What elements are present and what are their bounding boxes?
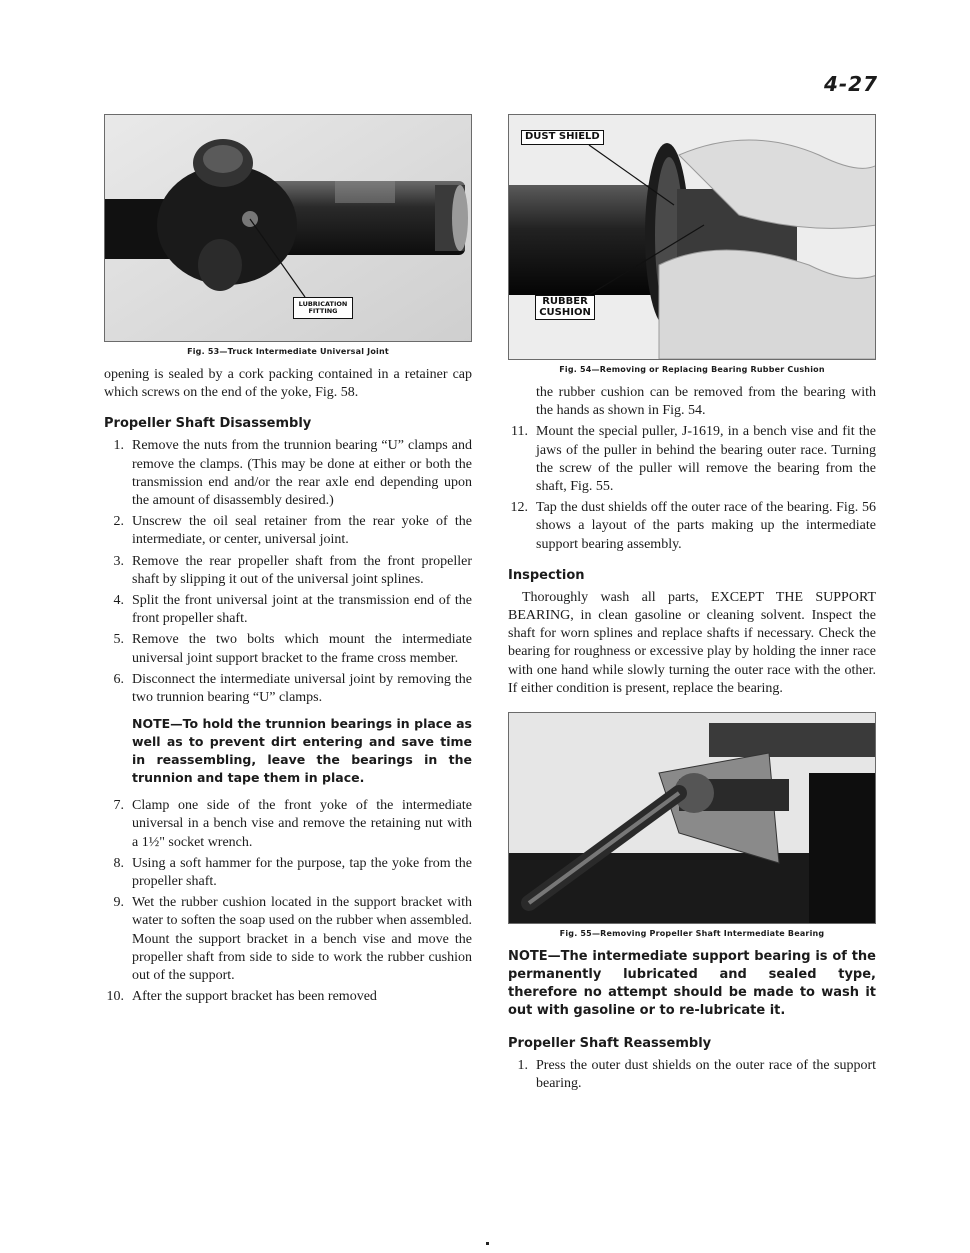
figure-55-photo — [508, 712, 876, 924]
disassembly-steps-b — [104, 797, 472, 1006]
step-item: 9. Wet the rubber cushion located in the support bracket with water to soften the soap used on the rubber when assembled. Mount the support bracket in a bench vise and move the propeller shaft from side to side to work the rubber cushion out of the support. — [113, 895, 472, 984]
right-column — [508, 114, 876, 1096]
bearing-note: NOTE—The intermediate support bearing is of the permanently lubricated and sealed type, therefore no attempt should be made to wash it out with gasoline or to re-lubricate it. — [508, 949, 876, 1019]
step-item: 10. After the support bracket has been removed — [106, 989, 377, 1005]
step-item: 1. Press the outer dust shields on the outer race of the support bearing. — [517, 1058, 876, 1092]
step-item: 5. Remove the two bolts which mount the intermediate universal joint support bracket to the frame cross member. — [113, 632, 472, 666]
intro-paragraph: opening is sealed by a cork packing contained in a retainer cap which screws on the end of the yoke, Fig. 58. — [104, 367, 472, 401]
page-mark — [486, 1242, 489, 1245]
page-number: 4-27 — [823, 72, 878, 96]
figure-54-caption: Fig. 54—Removing or Replacing Bearing Rubber Cushion — [559, 365, 825, 374]
bearing-puller-illustration — [509, 713, 876, 923]
inspection-paragraph: Thoroughly wash all parts, EXCEPT THE SUPPORT BEARING, in clean gasoline or cleaning solvent. Inspect the shaft for worn splines and replace shafts if necessary. Check the bearing for roughness or excessive play by holding the inner race with one hand while slowly turning the outer race with the other. If either condition is present, replace the bearing. — [508, 589, 876, 696]
left-column — [104, 114, 472, 1009]
universal-joint-illustration — [105, 115, 472, 341]
step-item: 2. Unscrew the oil seal retainer from the rear yoke of the intermediate, or center, universal joint. — [113, 514, 472, 548]
reassembly-heading: Propeller Shaft Reassembly — [508, 1036, 712, 1052]
step-item: 6. Disconnect the intermediate universal joint by removing the two trunnion bearing “U” clamps. — [113, 671, 472, 706]
figure-55-caption: Fig. 55—Removing Propeller Shaft Intermediate Bearing — [559, 929, 825, 939]
disassembly-steps-a — [104, 437, 472, 707]
bearing-cushion-illustration — [509, 115, 876, 359]
dust-shield-callout: DUST SHIELD — [521, 130, 604, 145]
step-item: 8. Using a soft hammer for the purpose, tap the yoke from the propeller shaft. — [113, 855, 472, 890]
reassembly-steps — [508, 1057, 876, 1093]
disassembly-steps-c — [508, 423, 876, 553]
figure-53-photo — [104, 114, 472, 342]
inspection-heading: Inspection — [508, 567, 585, 583]
figure-54-photo — [508, 114, 876, 360]
figure-53-caption: Fig. 53—Truck Intermediate Universal Joint — [187, 347, 389, 356]
rubber-cushion-callout: RUBBER CUSHION — [535, 295, 595, 320]
trunnion-note: NOTE—To hold the trunnion bearings in place as well as to prevent dirt entering and save time in reassembling, leave the bearings in the trunnion and tape them in place. — [132, 716, 472, 786]
step-item: 7. Clamp one side of the front yoke of the intermediate universal in a bench vise and remove the retaining nut with a 1½" socket wrench. — [113, 798, 472, 850]
lubrication-fitting-callout: LUBRICATION FITTING — [293, 297, 353, 319]
disassembly-heading: Propeller Shaft Disassembly — [104, 416, 312, 432]
step-item: 4. Split the front universal joint at the transmission end of the front propeller shaft. — [113, 593, 472, 627]
continued-paragraph: the rubber cushion can be removed from the bearing with the hands as shown in Fig. 54. — [536, 385, 876, 419]
step-item: 1. Remove the nuts from the trunnion bearing “U” clamps and remove the clamps. (This may be done at either or both the transmission end and/or the rear axle end depending upon the amount of disassembly desired.) — [113, 438, 472, 509]
step-item: 3. Remove the rear propeller shaft from the front propeller shaft by slipping it out of the universal joint splines. — [113, 553, 472, 587]
step-item: 11. Mount the special puller, J-1619, in a bench vise and fit the jaws of the puller in behind the bearing outer race. Turning the screw of the puller will remove the bearing from the shaft, Fig. 55. — [511, 424, 876, 495]
step-item: 12. Tap the dust shields off the outer race of the bearing. Fig. 56 shows a layout of the parts making up the intermediate support bearing assembly. — [510, 500, 876, 552]
